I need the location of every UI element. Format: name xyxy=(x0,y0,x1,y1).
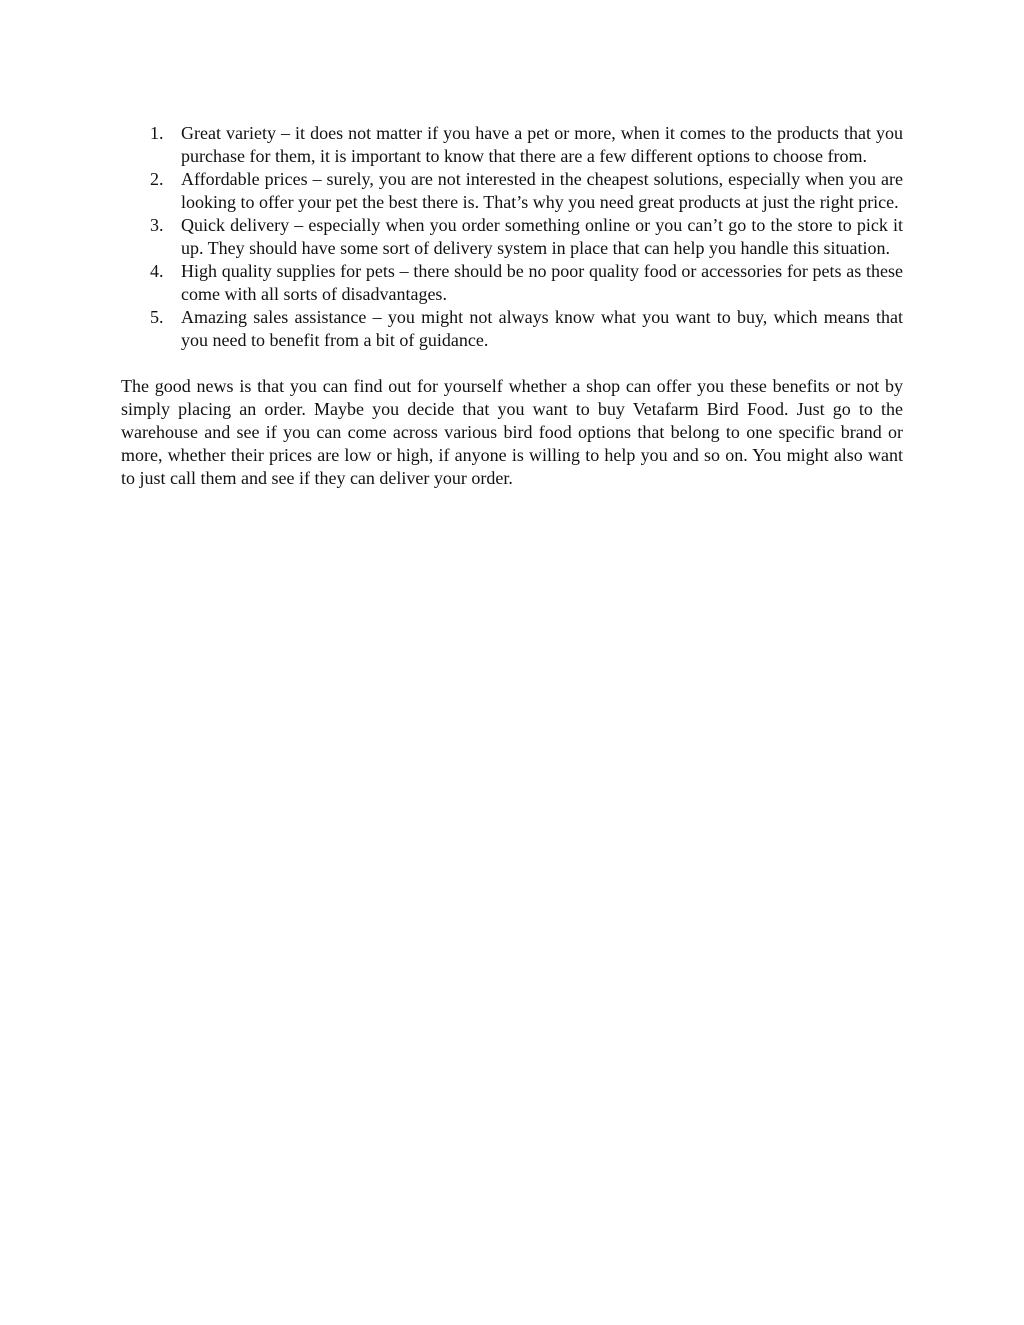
body-paragraph: The good news is that you can find out for yourself whether a shop can offer you these benefits or not by simply placing an order. Maybe you decide that you want to buy Vetafarm Bird Food. Just go to the warehouse and see if you can come across various bird food options that belong to one specific brand or more, whether their prices are low or high, if anyone is willing to help you and so on. You might also want to just call them and see if they can deliver your order. xyxy=(121,376,903,488)
list-item xyxy=(121,306,903,352)
page-content xyxy=(121,122,903,490)
list-item-text: Great variety – it does not matter if you have a pet or more, when it comes to the products that you purchase for them, it is important to know that there are a few different options to choose from. xyxy=(181,123,903,166)
list-item-text: Quick delivery – especially when you order something online or you can’t go to the store to pick it up. They should have some sort of delivery system in place that can help you handle this situation. xyxy=(181,215,903,258)
list-item xyxy=(121,214,903,260)
list-item-number: 3. xyxy=(150,215,164,235)
list-item-number: 4. xyxy=(150,261,164,281)
list-item xyxy=(121,122,903,168)
list-item-text: Amazing sales assistance – you might not always know what you want to buy, which means that you need to benefit from a bit of guidance. xyxy=(181,307,903,350)
list-item-text: High quality supplies for pets – there should be no poor quality food or accessories for pets as these come with all sorts of disadvantages. xyxy=(181,261,903,304)
list-item xyxy=(121,260,903,306)
list-item-text: Affordable prices – surely, you are not interested in the cheapest solutions, especially when you are looking to offer your pet the best there is. That’s why you need great products at just the right price. xyxy=(181,169,903,212)
list-item-number: 5. xyxy=(150,307,164,327)
benefits-list xyxy=(121,122,903,352)
list-item xyxy=(121,168,903,214)
list-item-number: 2. xyxy=(150,169,164,189)
list-item-number: 1. xyxy=(150,123,164,143)
